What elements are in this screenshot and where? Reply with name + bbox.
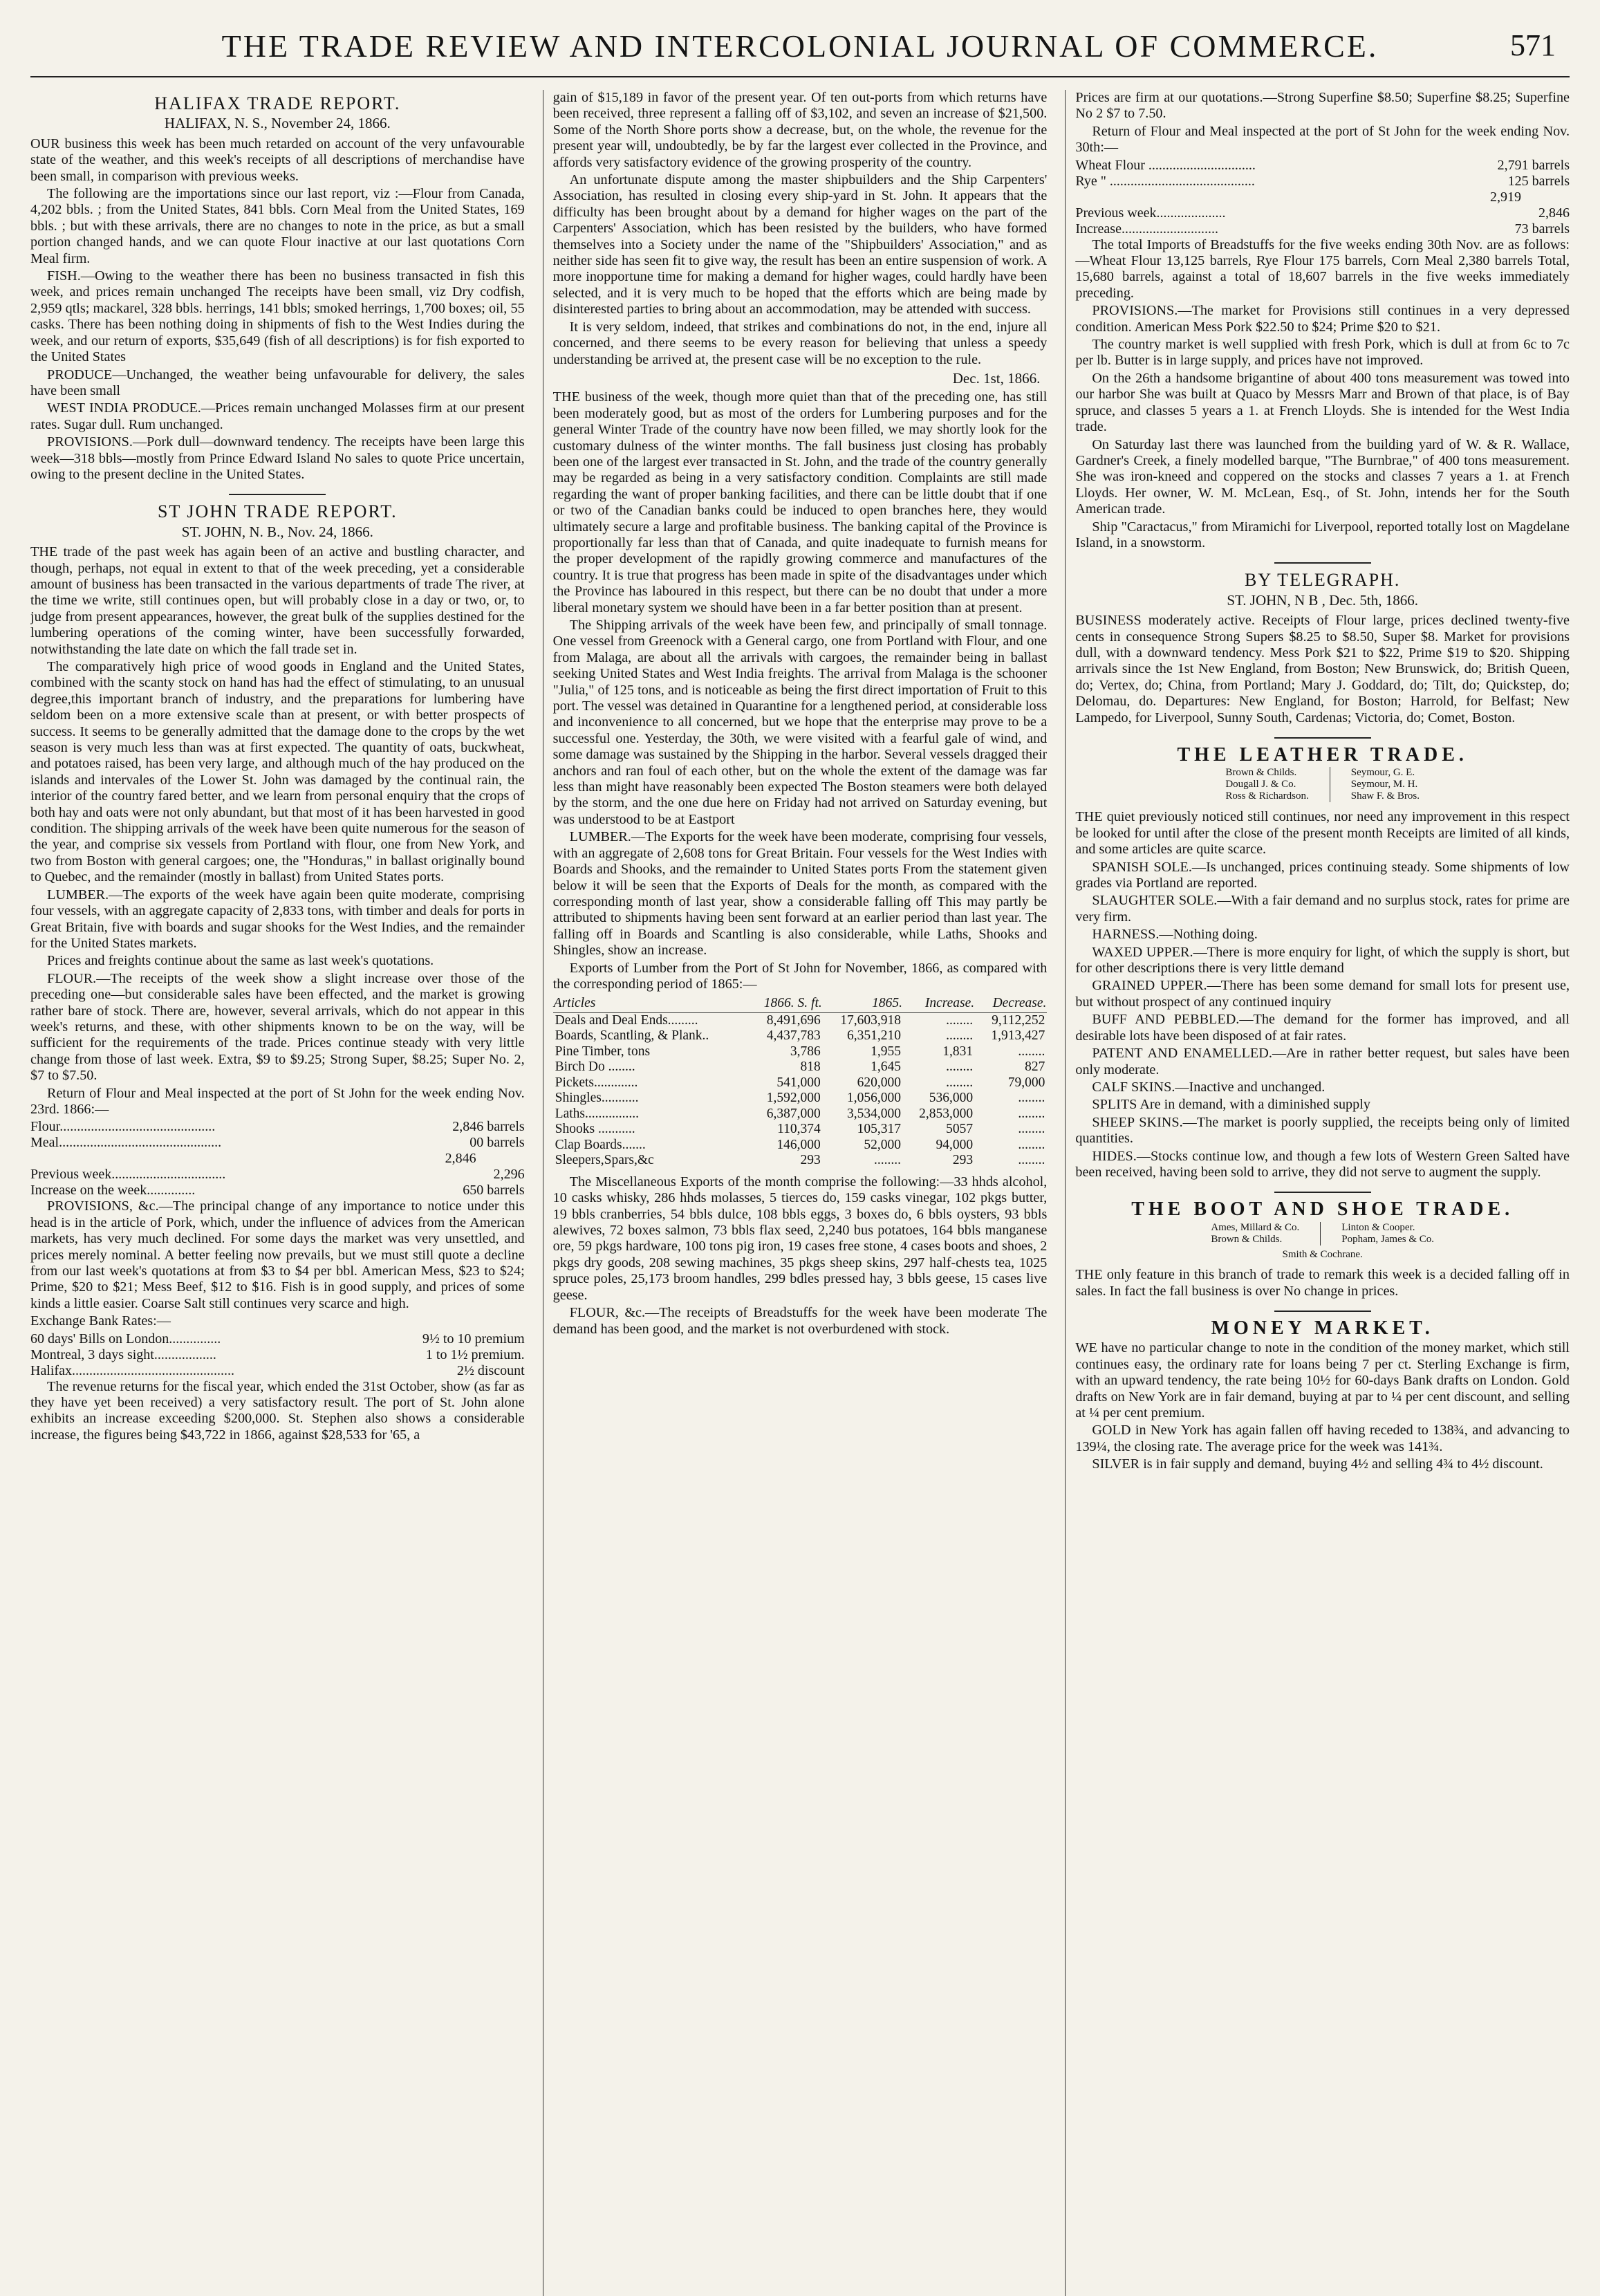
table-row xyxy=(553,1059,1048,1075)
leather-para: SHEEP SKINS.—The market is poorly supplied, the receipts being only of limited quantities. xyxy=(1075,1114,1570,1147)
column-2 xyxy=(543,90,1048,2296)
table-cell: 6,387,000 xyxy=(766,1106,821,1121)
table-cell: 79,000 xyxy=(1007,1075,1045,1090)
leather-para: WAXED UPPER.—There is more enquiry for light, of which the supply is short, but for other descriptions there is very little demand xyxy=(1075,944,1570,976)
rye-row: Rye " .......................................... 125 barrels xyxy=(1075,173,1570,189)
column-header: Articles xyxy=(553,995,749,1012)
table-cell: 9,112,252 xyxy=(992,1012,1045,1028)
section-rule xyxy=(1274,562,1371,564)
stjohn-para: The revenue returns for the fiscal year, which ended the 31st October, show (as far as they have yet been received) a very satisfactory result. The port of St. John alone exhibits an increase exceeding $200,000. St. Stephen also shows a considerable increase, the figures being $43,722 in 1866, against $28,533 for '65, a xyxy=(30,1378,525,1443)
table-cell: 5057 xyxy=(946,1122,974,1137)
table-row xyxy=(553,1044,1048,1060)
journal-title: THE TRADE REVIEW AND INTERCOLONIAL JOURNAL OF COMMERCE. xyxy=(221,28,1379,64)
exchange-row: 60 days' Bills on London............... 9½ to 10 premium xyxy=(30,1331,525,1346)
table-cell: ........ xyxy=(1018,1153,1045,1168)
stjohn-para: Prices and freights continue about the same as last week's quotations. xyxy=(47,953,434,969)
table-cell: Birch Do ........ xyxy=(555,1059,635,1075)
col3-para: Ship "Caractacus," from Miramichi for Liverpool, reported totally lost on Magdelane Island, in a snowstorm. xyxy=(1075,519,1570,550)
section-rule xyxy=(229,494,326,495)
table-cell: 4,437,783 xyxy=(766,1028,821,1044)
table-cell: 2,853,000 xyxy=(919,1106,974,1121)
firm-name: Linton & Cooper. xyxy=(1341,1221,1415,1233)
col3-para: The total Imports of Breadstuffs for the five weeks ending 30th Nov. are as follows:—Wheat Flour 13,125 barrels, Rye Flour 175 barrels, Corn Meal 2,380 barrels Total, 15,680 barrels, against a total of 18,607 barrels in the five weeks immediately preceding. xyxy=(1075,237,1570,301)
previous-week-row: Previous week................................. 2,296 xyxy=(30,1167,525,1183)
halifax-para: FISH.—Owing to the weather there has been no business transacted in fish this week, and prices remain unchanged The receipts have been small, viz Dry codfish, 2,959 qtls; mackarel, 328 bbls. herrings, 141 bbls; smoked herrings, 1,700 boxes; oil, 55 casks. There has been nothing doing in shipments of fish to the West Indies during the week, and our return of exports, $35,649 (fish of all descriptions) is for fish exported to the United States xyxy=(30,268,525,365)
firm-name: Seymour, G. E. xyxy=(1350,767,1415,779)
col2-para: The Shipping arrivals of the week have been few, and principally of small tonnage. One vessel from Greenock with a General cargo, one from Portland with Flour, and one from Malaga, are about all the arrivals with cargoes, the remainder being in ballast seeking United States and West India freights. The arrival from Malaga is the schooner "Julia," of 125 tons, and is noticeable as being the first direct importation of Fruit to this port. The vessel was detained in Quarantine for a lengthened period, at considerable loss and inconvenience to all concerned, but we hope that the enterprise may prove to be a successful one. Yesterday, the 30th, we were visited with a fearful gale of wind, and some damage was sustained by the Shipping in the harbor. Several vessels dragged their anchors and ran foul of each other, but on the whole the extent of the damage was far less than might have reasonably been expected The Boston steamers were both delayed by the storm, and the one due here on Friday had not arrived on Saturday evening, but was understood to be at Eastport xyxy=(552,618,1048,827)
page-number: 571 xyxy=(1510,28,1556,62)
table-cell: 1,913,427 xyxy=(991,1028,1045,1044)
money-para: SILVER is in fair supply and demand, buying 4½ and selling 4¾ to 4½ discount. xyxy=(1092,1456,1543,1472)
table-header-row xyxy=(553,995,1048,1012)
leather-para: HARNESS.—Nothing doing. xyxy=(1092,927,1258,943)
stjohn-para: THE trade of the past week has again been of an active and bustling character, and though, perhaps, not equal in extent to that of the week preceding, yet a considerable amount of business has been transacted in the various departments of trade The river, at the time we write, still continues open, but will probably close in a day or two, or, to judge from present appearances, however, the great bulk of the supplies destined for the lumbering operations of the coming winter, have been successfully forwarded, notwithstanding the late date on which the fall trade set in. xyxy=(30,544,525,657)
firm-name: Smith & Cochrane. xyxy=(1282,1248,1363,1260)
halifax-para: OUR business this week has been much retarded on account of the very unfavourable state of the weather, and this week's receipts of all descriptions of merchandise have been small, in comparison with previous weeks. xyxy=(30,136,525,184)
table-cell: 293 xyxy=(800,1153,821,1168)
table-cell: ........ xyxy=(1018,1044,1045,1059)
table-cell: ........ xyxy=(946,1059,974,1075)
table-cell: ........ xyxy=(874,1153,901,1168)
meal-row: Meal............................................... 00 barrels xyxy=(30,1135,525,1151)
leather-para: HIDES.—Stocks continue low, and though a few lots of Western Green Salted have been received, having been sold to arrive, they did not serve to augment the supply. xyxy=(1075,1148,1570,1180)
table-cell: ........ xyxy=(1018,1137,1045,1152)
table-cell: Clap Boards....... xyxy=(555,1137,646,1152)
table-row xyxy=(553,1012,1048,1028)
dec-1-dateline: Dec. 1st, 1866. xyxy=(952,369,1041,387)
table-cell: 6,351,210 xyxy=(847,1028,901,1044)
section-rule xyxy=(1274,737,1371,739)
table-cell: 536,000 xyxy=(929,1091,974,1106)
wheat-flour-row: Wheat Flour ............................... 2,791 barrels xyxy=(1075,157,1570,173)
firm-name: Brown & Childs. xyxy=(1211,1233,1283,1245)
flour-total: 2,919 xyxy=(1490,189,1522,205)
table-cell: Shooks ........... xyxy=(555,1122,635,1137)
table-cell: 105,317 xyxy=(857,1122,901,1137)
section-rule xyxy=(1274,1192,1371,1193)
table-cell: ........ xyxy=(1018,1091,1045,1106)
firm-name: Ames, Millard & Co. xyxy=(1211,1221,1300,1233)
col2-para: FLOUR, &c.—The receipts of Breadstuffs for the week have been moderate The demand has been good, and the market is not overburdened with stock. xyxy=(552,1305,1048,1337)
exchange-row: Montreal, 3 days sight.................. 1 to 1½ premium. xyxy=(30,1346,525,1362)
previous-week-row: Previous week.................... 2,846 xyxy=(1075,205,1570,221)
leather-trade-title: THE LEATHER TRADE. xyxy=(1177,744,1468,766)
table-cell: Shingles........... xyxy=(555,1091,639,1106)
table-cell: Pickets............. xyxy=(555,1075,638,1090)
increase-row: Increase............................ 73 barrels xyxy=(1075,221,1570,237)
table-cell: 1,955 xyxy=(871,1044,901,1059)
table-cell: 146,000 xyxy=(776,1137,821,1152)
money-para: WE have no particular change to note in the condition of the money market, which still continues easy, the ordinary rate for loans being 7 per ct. Sterling Exchange is firm, with an upward tendency, the rate being 10½ for 60-days Bank drafts on London. Gold drafts on New York are in fair demand, buying at par to ¼ per cent discount, and selling at ¼ per cent premium. xyxy=(1075,1340,1570,1420)
table-row xyxy=(553,1091,1048,1107)
boot-shoe-trade-title: THE BOOT AND SHOE TRADE. xyxy=(1131,1198,1514,1221)
table-cell: Laths................ xyxy=(555,1106,639,1121)
column-header: 1866. S. ft. xyxy=(749,995,823,1012)
leather-para: PATENT AND ENAMELLED.—Are in rather better request, but sales have been only moderate. xyxy=(1075,1046,1570,1077)
firm-name: Ross & Richardson. xyxy=(1225,790,1309,802)
table-cell: 541,000 xyxy=(776,1075,821,1090)
table-cell: ........ xyxy=(946,1075,974,1090)
table-cell: 110,374 xyxy=(777,1122,821,1137)
firms-left xyxy=(1225,767,1308,802)
stjohn-para: Return of Flour and Meal inspected at the port of St John for the week ending Nov. 23rd. 1866:— xyxy=(30,1085,525,1117)
halifax-para: PRODUCE—Unchanged, the weather being unfavourable for delivery, the sales have been small xyxy=(30,367,525,398)
column-header: Decrease. xyxy=(975,995,1047,1012)
halifax-dateline: HALIFAX, N. S., November 24, 1866. xyxy=(164,115,391,132)
table-cell: ........ xyxy=(946,1012,974,1028)
boot-text: THE only feature in this branch of trade to remark this week is a decided falling off in sales. In fact the fall business is over No change in prices. xyxy=(1075,1267,1570,1299)
col3-para: Return of Flour and Meal inspected at the port of St John for the week ending Nov. 30th:— xyxy=(1075,123,1570,156)
table-cell: 1,056,000 xyxy=(847,1091,901,1106)
col3-para: On Saturday last there was launched from the building yard of W. & R. Wallace, Gardner's Creek, a finely modelled barque, "The Burnbrae," of 400 tons measurement. She was iron-kneed and coppered on the stocks and classes 7 years a 1. at French Lloyds. Her owner, W. M. McLean, Esq., of St. John, intends her for the South American trade. xyxy=(1075,436,1570,517)
table-cell: 17,603,918 xyxy=(840,1012,901,1028)
table-row xyxy=(553,1138,1048,1154)
section-rule xyxy=(1274,1311,1371,1312)
halifax-para: WEST INDIA PRODUCE.—Prices remain unchanged Molasses firm at our present rates. Sugar dull. Rum unchanged. xyxy=(30,400,525,432)
table-cell: 1,592,000 xyxy=(766,1091,821,1106)
leather-para: GRAINED UPPER.—There has been some demand for small lots for present use, but without prospect of any continued inquiry xyxy=(1075,978,1570,1010)
col3-para: The country market is well supplied with fresh Pork, which is dull at from 6c to 7c per lb. Butter is in large supply, and prices have not improved. xyxy=(1075,337,1570,369)
boot-firms xyxy=(1075,1222,1570,1246)
col3-para: On the 26th a handsome brigantine of about 400 tons measurement was towed into our harbor She was built at Quaco by Messrs Marr and Brown of that place, is of Bay spruce, and classes 5 years a 1. at French Lloyds. She is intended for the West India trade. xyxy=(1075,370,1570,435)
stjohn-para: PROVISIONS, &c.—The principal change of any importance to notice under this head is in the article of Pork, which, under the influence of advices from the American markets, has very much declined. For some days the market was very unsettled, and prices merely nominal. A better feeling now prevails, but we must still quote a decline from our last week's quotations at from $3 to $4 per bbl. American Mess, $23 to $24; Prime, $20 to $21; Mess Beef, $12 to $16. Fish is in good supply, and prices of some kinds a little easier. Coarse Salt still continues very scarce and high. xyxy=(30,1198,525,1311)
table-cell: Boards, Scantling, & Plank.. xyxy=(555,1028,709,1044)
stjohn-para: LUMBER.—The exports of the week have again been quite moderate, comprising four vessels, with an aggregate capacity of 2,833 tons, with timber and deals for ports in Great Britain, five with boards and sugar shooks for the West Indies, and the remainder for the United States markets. xyxy=(30,887,525,951)
leather-para: CALF SKINS.—Inactive and unchanged. xyxy=(1092,1079,1325,1095)
col2-para: The Miscellaneous Exports of the month comprise the following:—33 hhds alcohol, 10 casks whisky, 286 hhds molasses, 5 tierces do, 159 casks vinegar, 102 pkgs butter, 19 bbls cranberries, 54 bbls dulce, 108 bbls eggs, 3 boxes do, 6 bbls oysters, 93 bbls alewives, 72 boxes salmon, 73 bbls flax seed, 2,240 bus potatoes, 164 bbls manganese ore, 59 pkgs hardware, 100 tons pig iron, 19 cases free stone, 4 cases boots and shoes, 2 pkgs dry goods, 208 sewing machines, 35 pkgs sheep skins, 297 half-chests tea, 1025 spruce poles, 25,173 broom handles, 299 bdles pressed hay, 3 bbls geese, 15 cases live geese. xyxy=(552,1174,1048,1303)
leather-para: THE quiet previously noticed still continues, nor need any improvement in this respect be looked for until after the close of the present month Receipts are limited of all kinds, and some articles are quite scarce. xyxy=(1075,809,1570,858)
exchange-row: Halifax............................................... 2½ discount xyxy=(30,1362,525,1378)
leather-para: SLAUGHTER SOLE.—With a fair demand and no surplus stock, rates for prime are very firm. xyxy=(1075,893,1570,925)
page-header xyxy=(30,28,1570,77)
table-cell: Pine Timber, tons xyxy=(555,1044,651,1059)
col3-para: PROVISIONS.—The market for Provisions still continues in a very depressed condition. American Mess Pork $22.50 to $24; Prime $20 to $21. xyxy=(1075,303,1570,335)
halifax-para: The following are the importations since our last report, viz :—Flour from Canada, 4,202 bbls. ; from the United States, 841 bbls. Corn Meal from the United States, 169 bbls. ; but with these arrivals, there are no changes to note in the price, as but a small portion changed hands, and we can quote Flour inactive at our last quotations Corn Meal firm. xyxy=(30,186,525,266)
table-row xyxy=(553,1122,1048,1138)
flour-total: 2,846 xyxy=(445,1151,476,1167)
table-cell: 818 xyxy=(800,1059,821,1075)
table-cell: 1,831 xyxy=(942,1044,974,1059)
telegraph-title: BY TELEGRAPH. xyxy=(1245,570,1401,591)
exchange-title: Exchange Bank Rates:— xyxy=(30,1313,171,1329)
table-cell: 52,000 xyxy=(864,1137,901,1152)
table-cell: Deals and Deal Ends......... xyxy=(555,1012,698,1028)
firm-name: Dougall J. & Co. xyxy=(1225,779,1296,790)
money-para: GOLD in New York has again fallen off having receded to 138¾, and advancing to 139¼, the closing rate. The average price for the week was 141¾. xyxy=(1075,1423,1570,1454)
column-1 xyxy=(30,90,525,2296)
table-row xyxy=(553,1075,1048,1091)
stjohn-report-title: ST JOHN TRADE REPORT. xyxy=(157,501,398,522)
col2-para: An unfortunate dispute among the master shipbuilders and the Ship Carpenters' Association, has resulted in closing every ship-yard in St. John. It appears that the difficulty has been brought about by a demand for higher wages on the part of the Carpenters' Association, which has been resisted by the builders, who have formed themselves into a Society under the name of the "Shipbuilders' Association," and as neither side has seen fit to give way, the result has been an entire suspension of work. A more inopportune time for making a demand for higher wages, could hardly have been selected, and it is very much to be hoped that the efforts which are being made by disinterested parties to bring about an accommodation, may be attended with success. xyxy=(552,172,1048,317)
firm-name: Shaw F. & Bros. xyxy=(1350,790,1420,802)
table-body xyxy=(553,1012,1048,1169)
col2-para: gain of $15,189 in favor of the present year. Of ten out-ports from which returns have been received, three represent a falling off of $3,102, and seven an increase of $21,500. Some of the North Shore ports show a decrease, but, on the whole, the revenue for the present year will, undoubtedly, be by far the largest ever collected in the Province, and affords very satisfactory evidence of the growing prosperity of the country. xyxy=(552,90,1048,170)
col2-para: THE business of the week, though more quiet than that of the preceding one, has still been moderately good, but as most of the orders for Lumbering purposes and for the general Winter Trade of the country have now been filled, we may shortly look for the customary dulness of the winter months. The fall business just closing has probably been one of the largest ever transacted in St. John, and the trade of the country generally may be regarded as being in a very satisfactory condition. Complaints are still made regarding the want of proper banking facilities, and there can be little doubt that if one or two of the Canadian banks could be induced to open branches here, they would ultimately secure a large and profitable business. The banking capital of the Province is proportionally far less than that of Canada, and quite inadequate to furnish means for the proper development of the rapidly growing commerce and manufactures of the country. It is true that progress has been made in spite of the disadvantages under which the Province has laboured in this respect, but there can be no doubt that under a more liberal monetary system we should have been in a far better position than at present. xyxy=(552,389,1048,615)
firm-name: Brown & Childs. xyxy=(1225,767,1297,779)
col3-para: Prices are firm at our quotations.—Strong Superfine $8.50; Superfine $8.25; Superfine No 2 $7 to 7.50. xyxy=(1075,90,1570,122)
lumber-exports-table xyxy=(553,995,1048,1169)
firm-name: Seymour, M. H. xyxy=(1350,779,1418,790)
table-cell: 827 xyxy=(1025,1059,1045,1075)
table-row xyxy=(553,1107,1048,1122)
money-market-title: MONEY MARKET. xyxy=(1211,1317,1434,1339)
leather-para: SPLITS Are in demand, with a diminished supply xyxy=(1092,1097,1370,1113)
leather-para: BUFF AND PEBBLED.—The demand for the former has improved, and all desirable lots have been disposed of at fair rates. xyxy=(1075,1012,1570,1044)
table-cell: 1,645 xyxy=(871,1059,901,1075)
col2-para: LUMBER.—The Exports for the week have been moderate, comprising four vessels, with an aggregate of 2,608 tons for Great Britain. Four vessels for the West Indies with Boards and Shooks, and the remainder to United States ports From the statement given below it will be seen that the Exports of Deals for the month, as compared with the corresponding month of last year, show a considerable falling off This may partly be attributed to shipments having been sent forward at an earlier period than last year. The falling off in Boards and Scantling is also considerable, while Laths, Shooks and Shingles, show an increase. xyxy=(552,829,1048,959)
telegraph-text: BUSINESS moderately active. Receipts of Flour large, prices declined twenty-five cents in consequence Strong Supers $8.25 to $8.50, Super $8. Market for provisions dull, with a downward tendency. Mess Pork $21 to $22, Prime $19 to $20. Shipping arrivals since the 1st New England, from Boston; New Brunswick, do; British Queen, do; Vertex, do; China, from Portland; Mary J. Goddard, do; Tilt, do; Quickstep, do; Delomau, do. Departures: New England, for Boston; Harrold, for Belfast; New Lampedo, for Liverpool, Sunny South, Cardenas; Victoria, do; Comet, Boston. xyxy=(1075,613,1570,725)
flour-row: Flour............................................. 2,846 barrels xyxy=(30,1119,525,1135)
table-cell: ........ xyxy=(946,1028,974,1044)
firms-right xyxy=(1341,1222,1434,1246)
table-cell: 3,786 xyxy=(790,1044,821,1059)
firm-name: Popham, James & Co. xyxy=(1341,1233,1435,1245)
table-cell: 8,491,696 xyxy=(766,1012,821,1028)
column-header: Increase. xyxy=(903,995,975,1012)
table-cell: ........ xyxy=(1018,1122,1045,1137)
halifax-para: PROVISIONS.—Pork dull—downward tendency. The receipts have been large this week—318 bbls—mostly from Prince Edward Island No sales to quote Price uncertain, owing to the present decline in the United States. xyxy=(30,434,525,482)
col2-para: It is very seldom, indeed, that strikes and combinations do not, in the end, injure all concerned, and there seems to be every reason for believing that unless a speedy understanding be arrived at, the present case will be no exception to the rule. xyxy=(552,319,1048,367)
table-cell: ........ xyxy=(1018,1106,1045,1121)
columns xyxy=(30,90,1570,2296)
firms-right xyxy=(1351,767,1420,802)
table-cell: 620,000 xyxy=(857,1075,901,1090)
table-row xyxy=(553,1028,1048,1044)
firms-left xyxy=(1211,1222,1299,1246)
table-cell: 3,534,000 xyxy=(847,1106,901,1121)
col2-para: Exports of Lumber from the Port of St John for November, 1866, as compared with the corresponding period of 1865:— xyxy=(552,960,1048,992)
column-3 xyxy=(1065,90,1570,2296)
table-cell: 293 xyxy=(952,1153,974,1168)
halifax-report-title: HALIFAX TRADE REPORT. xyxy=(154,93,401,113)
increase-row: Increase on the week.............. 650 barrels xyxy=(30,1183,525,1198)
stjohn-dateline: ST. JOHN, N. B., Nov. 24, 1866. xyxy=(181,523,373,540)
leather-para: SPANISH SOLE.—Is unchanged, prices continuing steady. Some shipments of low grades via Portland are reported. xyxy=(1075,859,1570,891)
table-cell: 94,000 xyxy=(936,1137,974,1152)
stjohn-para: FLOUR.—The receipts of the week show a slight increase over those of the preceding one—but considerable sales have been effected, and the market is growing rather bare of stock. There are, however, several arrivals, which do not appear in this week's returns, and these, with other shipments known to be on the way, will be sufficient for the requirements of the trade. Prices continue steady with very little change from those of last week. Extra, $9 to $9.25; Strong Super, $8.25; Super No. 2, $7 to $7.50. xyxy=(30,970,525,1084)
table-cell: Sleepers,Spars,&c xyxy=(555,1153,654,1168)
stjohn-para: The comparatively high price of wood goods in England and the United States, combined with the scanty stock on hand has had the effect of stimulating, to an unusual degree,this important branch of industry, and the preparations for lumbering have seldom been on a more extensive scale than at present, or with better prospects of success. It seems to be generally admitted that the damage done to the crops by the wet season is very much less than was at first expected. The quantity of oats, buckwheat, and potatoes raised, has been very large, and although much of the hay produced on the islands and intervales of the Lower St. John was damaged by the continual rain, the interior of the country fared better, and we learn from personal enquiry that the crops of both hay and oats were not only abundant, but that most of it has been harvested in good condition. The shipping arrivals of the week have been quite numerous for the season of the year, and comprise six vessels from Portland with flour, one from New York, and two from Boston with general cargoes; one, the "Honduras," in ballast originally bound to Quebec, and the remainder (mostly in ballast) from United States ports. xyxy=(30,659,525,885)
firms-divider xyxy=(1320,1222,1321,1246)
telegraph-dateline: ST. JOHN, N B , Dec. 5th, 1866. xyxy=(1227,591,1419,609)
table-row xyxy=(553,1153,1048,1169)
leather-firms xyxy=(1075,767,1570,802)
column-header: 1865. xyxy=(823,995,903,1012)
